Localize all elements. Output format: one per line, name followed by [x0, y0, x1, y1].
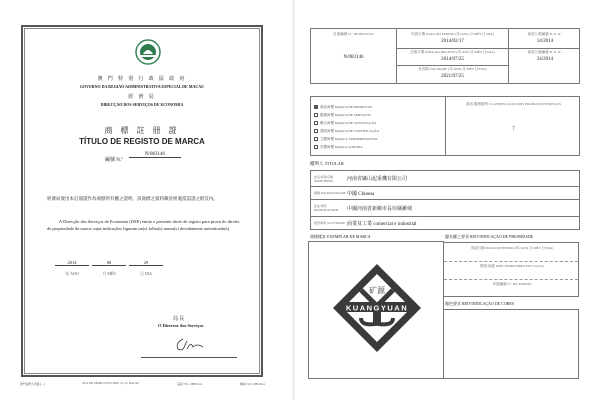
date-year: 2014 — [55, 260, 89, 266]
mark-type-sound: 音響商標 MARCA SONORA — [314, 143, 379, 151]
number-label: 編號 N.º — [105, 158, 123, 163]
footer-address-pt: RUA DR. PEDRO JOSÉ LOBO 1-3, 25, MACAU — [82, 382, 140, 385]
priority-date-label: 申請日期 DATA DO PEDIDO (年/ANO 月/MÊS 日/DIA) — [470, 246, 554, 250]
validity-label: 有效期 VALIDADE (年/ANO 月/MÊS 日/DIA) — [418, 67, 487, 71]
trademark-sample-box — [308, 241, 444, 379]
footer-address-zh: 澳門南灣大馬路 (…) — [20, 383, 45, 386]
request-date: 2014/02/17 — [441, 39, 464, 44]
reg-date: 2014/07/25 — [441, 57, 464, 62]
bo1: 14/2014 — [536, 39, 554, 44]
signature-icon — [173, 335, 213, 353]
macau-emblem-icon — [135, 39, 161, 65]
body-zh: 經濟局發出本註冊證作為商標所有權之證明，該商標之資料載於經適當認證之附頁內。 — [47, 196, 218, 201]
mark-type-association: 聯合商標 MARCA DE ASSOCIAÇÃO — [314, 119, 379, 127]
checkbox-icon — [314, 113, 318, 117]
gov-pt: GOVERNO DA REGIÃO ADMINISTRATIVA ESPECIAL DE MACAU — [79, 84, 205, 89]
date-month: 08 — [92, 260, 126, 266]
mark-type-table — [310, 96, 580, 156]
title-zh: 商 標 註 冊 證 — [104, 126, 180, 135]
activity: 商業及工業 comercial e industrial — [347, 221, 417, 227]
mark-type-products: 商品商標 MARCA DE PRODUTOS — [314, 103, 379, 111]
nationality: 中國 Chinesa — [347, 191, 375, 197]
registration-table — [310, 28, 580, 84]
day-label: 日 DIA — [139, 271, 153, 276]
colors-box — [443, 309, 579, 379]
priority-box — [443, 242, 579, 297]
kuangyuan-logo — [331, 262, 423, 354]
date-day: 29 — [129, 260, 163, 266]
address: 中國河南省新鄉市長垣縣濰城 — [347, 206, 413, 212]
footer-fax: 傳真 FAX: 2889 0xxx — [239, 383, 265, 386]
reg-no-label: 註冊編號 N.º DE REGISTO — [333, 32, 374, 36]
gov-zh: 澳 門 特 別 行 政 區 政 府 — [97, 77, 187, 82]
checkbox-icon — [314, 129, 318, 133]
checkbox-checked-icon — [314, 105, 318, 109]
reg-no: N/083146 — [343, 55, 364, 60]
checkbox-icon — [314, 145, 318, 149]
priority-label: 優先權之要求 REIVINDICAÇÃO DE PRIORIDADE — [445, 234, 534, 239]
address-row: 住址/場所 DOMICÍLIO/SEDE 中國河南省新鄉市長垣縣濰城 — [310, 200, 580, 217]
class-label: 產品/服務類別 CLASSIFICAÇÃO DOS PRODUTOS/SERVIÇOS — [465, 102, 562, 106]
month-label: 月 MÊS — [102, 271, 116, 276]
priority-number-label: 申請編號 N.º DO PEDIDO — [492, 282, 532, 286]
mark-type-3d: 立體商標 MARCA TRIDIMENSIONAL — [314, 135, 379, 143]
validity: 2021/07/25 — [441, 74, 464, 79]
signer-pt: O Director dos Serviços — [158, 323, 204, 328]
page-gutter — [292, 0, 295, 400]
certificate-footer — [20, 382, 265, 386]
signature-line — [141, 357, 237, 358]
logo-zh: 矿源 — [369, 286, 385, 295]
signer-zh: 局 長 — [173, 317, 185, 322]
footer-tel: 電話 TEL.: 2888 2xxx — [176, 383, 203, 386]
mark-type-list — [314, 103, 379, 151]
bo1-label: 政府公報編號 B. O. N.º — [527, 32, 563, 36]
logo-en: KUANGYUAN — [345, 303, 409, 313]
class-value: 7 — [512, 127, 515, 132]
priority-country-label: 國家/地區 PAÍS/TERRITÓRIO EM CAUSA — [480, 264, 544, 268]
year-label: 年 ANO — [65, 271, 79, 276]
checkbox-icon — [314, 121, 318, 125]
checkbox-icon — [314, 137, 318, 141]
bo2-label: 政府公報編號 B. O. N.º — [527, 50, 563, 54]
holder-name-row: 姓名/商業名稱 NOME/FIRMA 河南省礦山起重機有限公司 — [310, 170, 580, 187]
registration-number: N/083146 — [129, 152, 181, 158]
title-pt: TÍTULO DE REGISTO DE MARCA — [79, 137, 205, 146]
dept-pt: DIRECÇÃO DOS SERVIÇOS DE ECONOMIA — [100, 102, 184, 107]
reg-date-label: 註冊日期 DATA DO REGISTO (年/ANO 月/MÊS 日/DIA) — [410, 50, 495, 54]
mark-type-certification: 證明商標 MARCA DE CERTIFICAÇÃO — [314, 127, 379, 135]
exemplar-label: 商標樣本 EXEMPLAR DE MARCA — [310, 234, 371, 239]
dept-zh: 經 濟 局 — [128, 95, 156, 100]
holder-label: 權利人 TITULAR — [310, 161, 344, 166]
mark-type-services: 服務商標 MARCA DE SERVIÇOS — [314, 111, 379, 119]
certificate-page — [21, 25, 263, 377]
bo2: 34/2014 — [536, 57, 554, 62]
nationality-row: 國籍 NACIONALIDADE 中國 Chinesa — [310, 187, 580, 200]
body-pt: A Direcção dos Serviços de Economia (DSE) emite o presente título de registo para prova do direito de propriedade da marca cujas indicações figuram na(s) folha(s) anexa(s) devidamente autenticada(s). — [47, 219, 240, 231]
colors-label: 顏色要求 REIVINDICAÇÃO DE CORES — [445, 301, 514, 306]
request-date-label: 申請日期 DATA DO PEDIDO (年/ANO 月/MÊS 日/DIA) — [411, 32, 494, 36]
holder-name: 河南省礦山起重機有限公司 — [347, 177, 408, 182]
activity-row: 經營業務 ACTIVIDADE 商業及工業 comercial e industrial — [310, 217, 580, 230]
